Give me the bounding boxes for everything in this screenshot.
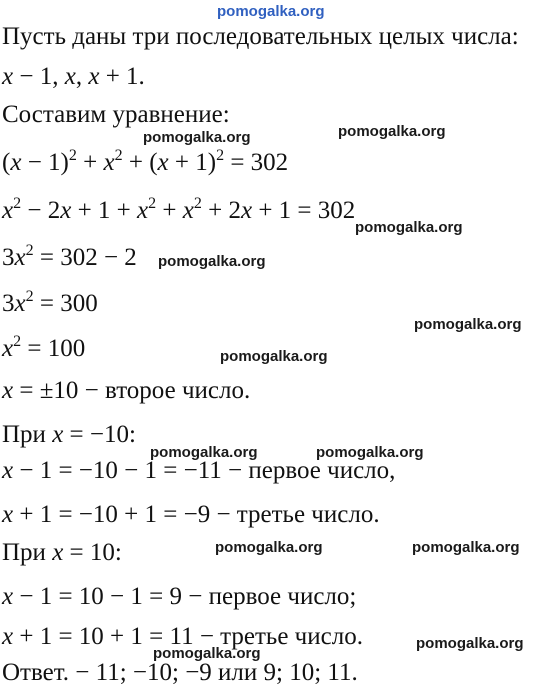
- watermark: pomogalka.org: [158, 253, 266, 270]
- watermark: pomogalka.org: [316, 444, 424, 461]
- watermark: pomogalka.org: [338, 123, 446, 140]
- watermark: pomogalka.org: [150, 444, 258, 461]
- compose-line: Составим уравнение:: [2, 101, 230, 128]
- watermark-top: pomogalka.org: [217, 3, 325, 20]
- watermark: pomogalka.org: [143, 129, 251, 146]
- numbers-line: x − 1, x, x + 1.: [2, 63, 145, 90]
- watermark: pomogalka.org: [414, 316, 522, 333]
- equation-1: $(x - 1)^2 + x^2 + (x + 1)^2 = 302$: [2, 147, 289, 176]
- equation-6: x = ±10 − второе число.: [2, 377, 251, 404]
- equation-2: $x^2 - 2x + 1 + x^2 + x^2 + 2x + 1 = 302$: [2, 195, 356, 224]
- case-1-third: x + 1 = −10 + 1 = −9 − третье число.: [2, 501, 380, 528]
- case-2-third: x + 1 = 10 + 1 = 11 − третье число.: [2, 623, 363, 650]
- watermark: pomogalka.org: [412, 539, 520, 556]
- case-2-heading: При x = 10:: [2, 539, 122, 566]
- case-1-heading: При x = −10:: [2, 421, 136, 448]
- watermark: pomogalka.org: [153, 645, 261, 662]
- case-2-first: x − 1 = 10 − 1 = 9 − первое число;: [2, 583, 357, 610]
- intro-line: Пусть даны три последовательных целых числа:: [2, 23, 519, 50]
- answer-line: Ответ. − 11; −10; −9 или 9; 10; 11.: [2, 659, 358, 686]
- equation-5: $x^2 = 100$: [2, 333, 86, 362]
- equation-4: $3x^2 = 300$: [2, 288, 98, 317]
- equation-3: $3x^2 = 302 - 2$: [2, 242, 137, 271]
- watermark: pomogalka.org: [215, 539, 323, 556]
- watermark: pomogalka.org: [416, 635, 524, 652]
- case-1-first: x − 1 = −10 − 1 = −11 − первое число,: [2, 457, 396, 484]
- watermark: pomogalka.org: [355, 219, 463, 236]
- watermark: pomogalka.org: [220, 348, 328, 365]
